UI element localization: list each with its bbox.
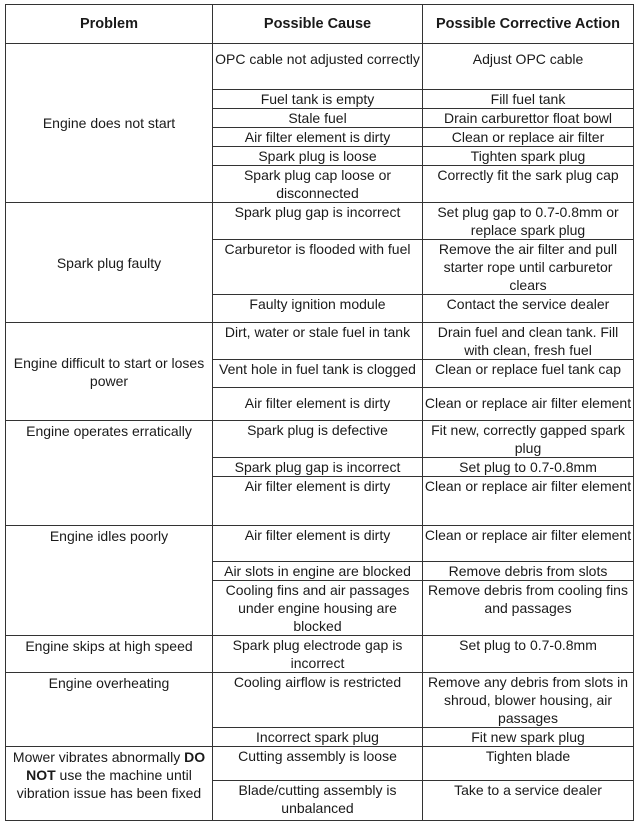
cause-cell: Cutting assembly is loose <box>213 747 423 781</box>
table-row <box>6 747 634 781</box>
cause-cell: Air filter element is dirty <box>213 128 423 147</box>
cause-cell: Spark plug cap loose or disconnected <box>213 166 423 203</box>
cause-cell: Air filter element is dirty <box>213 477 423 526</box>
problem-cell: Engine does not start <box>6 44 213 203</box>
action-cell: Drain carburettor float bowl <box>423 109 634 128</box>
action-cell: Set plug gap to 0.7-0.8mm or replace spark plug <box>423 203 634 240</box>
problem-text: Mower vibrates abnormally <box>12 749 185 765</box>
table-row <box>6 203 634 240</box>
action-cell: Clean or replace fuel tank cap <box>423 360 634 388</box>
table-row <box>6 44 634 90</box>
cause-cell: Spark plug gap is incorrect <box>213 458 423 477</box>
action-cell: Set plug to 0.7-0.8mm <box>423 458 634 477</box>
action-cell: Take to a service dealer <box>423 781 634 821</box>
action-cell: Remove any debris from slots in shroud, blower housing, air passages <box>423 673 634 728</box>
action-cell: Remove debris from cooling fins and passages <box>423 581 634 636</box>
problem-cell: Engine skips at high speed <box>6 636 213 673</box>
cause-cell: Air filter element is dirty <box>213 388 423 421</box>
problem-cell: Engine overheating <box>6 673 213 747</box>
cause-cell: Air slots in engine are blocked <box>213 562 423 581</box>
cause-cell: Blade/cutting assembly is unbalanced <box>213 781 423 821</box>
cause-cell: OPC cable not adjusted correctly <box>213 44 423 90</box>
warning-do: DO <box>184 749 206 765</box>
problem-cell: Spark plug faulty <box>6 203 213 323</box>
cause-cell: Spark plug electrode gap is incorrect <box>213 636 423 673</box>
table-row <box>6 323 634 360</box>
action-cell: Clean or replace air filter element <box>423 388 634 421</box>
action-cell: Drain fuel and clean tank. Fill with clean, fresh fuel <box>423 323 634 360</box>
action-cell: Clean or replace air filter element <box>423 526 634 562</box>
table-row <box>6 526 634 562</box>
table-row <box>6 636 634 673</box>
cause-cell: Cooling fins and air passages under engine housing are blocked <box>213 581 423 636</box>
cause-cell: Cooling airflow is restricted <box>213 673 423 728</box>
warning-not: NOT <box>26 767 56 783</box>
cause-cell: Spark plug is defective <box>213 421 423 458</box>
cause-cell: Carburetor is flooded with fuel <box>213 240 423 295</box>
action-cell: Fill fuel tank <box>423 90 634 109</box>
action-cell: Remove the air filter and pull starter rope until carburetor clears <box>423 240 634 295</box>
table-row <box>6 673 634 728</box>
header-row <box>6 5 634 44</box>
header-action: Possible Corrective Action <box>423 5 634 44</box>
action-cell: Fit new spark plug <box>423 728 634 747</box>
action-cell: Set plug to 0.7-0.8mm <box>423 636 634 673</box>
cause-cell: Stale fuel <box>213 109 423 128</box>
problem-cell: Engine idles poorly <box>6 526 213 636</box>
problem-cell: Engine difficult to start or loses power <box>6 323 213 421</box>
cause-cell: Spark plug is loose <box>213 147 423 166</box>
cause-cell: Dirt, water or stale fuel in tank <box>213 323 423 360</box>
action-cell: Contact the service dealer <box>423 295 634 323</box>
cause-cell: Fuel tank is empty <box>213 90 423 109</box>
action-cell: Adjust OPC cable <box>423 44 634 90</box>
action-cell: Tighten blade <box>423 747 634 781</box>
header-problem: Problem <box>6 5 213 44</box>
cause-cell: Incorrect spark plug <box>213 728 423 747</box>
action-cell: Clean or replace air filter <box>423 128 634 147</box>
action-cell: Remove debris from slots <box>423 562 634 581</box>
table-row <box>6 421 634 458</box>
header-cause: Possible Cause <box>213 5 423 44</box>
cause-cell: Faulty ignition module <box>213 295 423 323</box>
problem-cell: Engine operates erratically <box>6 421 213 526</box>
cause-cell: Spark plug gap is incorrect <box>213 203 423 240</box>
action-cell: Clean or replace air filter element <box>423 477 634 526</box>
troubleshooting-table <box>5 4 634 821</box>
cause-cell: Air filter element is dirty <box>213 526 423 562</box>
action-cell: Fit new, correctly gapped spark plug <box>423 421 634 458</box>
action-cell: Tighten spark plug <box>423 147 634 166</box>
cause-cell: Vent hole in fuel tank is clogged <box>213 360 423 388</box>
action-cell: Correctly fit the sark plug cap <box>423 166 634 203</box>
problem-cell <box>6 747 213 821</box>
problem-text-after: use the machine until vibration issue has been fixed <box>16 767 202 801</box>
